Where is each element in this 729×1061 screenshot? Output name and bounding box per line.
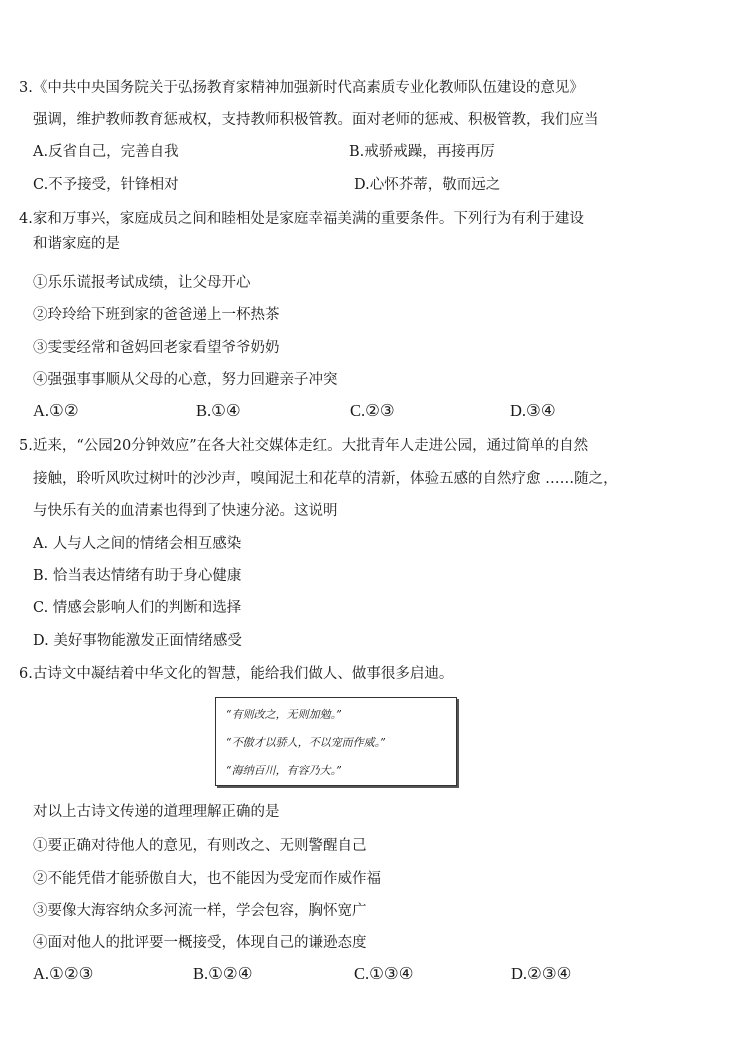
- quote-2: “不傲才以骄人，不以宠而作威。”: [226, 736, 386, 749]
- q6-option-d: D.②③④: [511, 964, 572, 983]
- q4-option-a: A.①②: [33, 401, 79, 420]
- q5-stem-line-2: 接触，聆听风吹过树叶的沙沙声，嗅闻泥土和花草的清新，体验五感的自然疗愈 ……随之，: [33, 471, 618, 487]
- q3-stem-line-1: 3.《中共中央国务院关于弘扬教育家精神加强新时代高素质专业化教师队伍建设的意见》: [19, 80, 584, 96]
- q4-option-c: C.②③: [350, 401, 395, 420]
- q3-option-d: D.心怀芥蒂，敬而远之: [354, 177, 501, 193]
- quote-1: “有则改之，无则加勉。”: [226, 708, 342, 721]
- q6-question-stem: 对以上古诗文传递的道理理解正确的是: [33, 804, 280, 820]
- q4-option-d: D.③④: [510, 401, 556, 420]
- q3-option-b: B.戒骄戒躁，再接再厉: [349, 144, 495, 160]
- q5-option-b: B. 恰当表达情绪有助于身心健康: [33, 568, 242, 584]
- q4-option-b: B.①④: [196, 401, 241, 420]
- q6-stem-line-1: 6.古诗文中凝结着中华文化的智慧，能给我们做人、做事很多启迪。: [19, 666, 454, 682]
- q6-option-c: C.①③④: [354, 964, 414, 983]
- q4-item-4: ④强强事事顺从父母的心意，努力回避亲子冲突: [33, 372, 338, 388]
- q4-item-1: ①乐乐谎报考试成绩，让父母开心: [33, 275, 251, 291]
- q3-option-c: C.不予接受，针锋相对: [33, 177, 179, 193]
- q6-option-a: A.①②③: [33, 964, 94, 983]
- q5-stem-line-3: 与快乐有关的血清素也得到了快速分泌。这说明: [33, 503, 338, 519]
- q4-item-2: ②玲玲给下班到家的爸爸递上一杯热茶: [33, 307, 280, 323]
- q4-stem-line-1: 4.家和万事兴，家庭成员之间和睦相处是家庭幸福美满的重要条件。下列行为有利于建设: [19, 211, 584, 227]
- q6-option-b: B.①②④: [193, 964, 253, 983]
- q3-option-a: A.反省自己，完善自我: [33, 144, 179, 160]
- q4-stem-line-2: 和谐家庭的是: [33, 236, 120, 252]
- q6-item-3: ③要像大海容纳众多河流一样，学会包容，胸怀宽广: [33, 903, 367, 919]
- q5-option-c: C. 情感会影响人们的判断和选择: [33, 600, 242, 616]
- quote-3: “海纳百川，有容乃大。”: [226, 764, 342, 777]
- q6-item-1: ①要正确对待他人的意见，有则改之、无则警醒自己: [33, 838, 367, 854]
- q4-item-3: ③雯雯经常和爸妈回老家看望爷爷奶奶: [33, 340, 280, 356]
- q5-option-a: A. 人与人之间的情绪会相互感染: [33, 536, 242, 552]
- q5-option-d: D. 美好事物能激发正面情绪感受: [33, 633, 242, 649]
- q5-stem-line-1: 5.近来，“公园20分钟效应”在各大社交媒体走红。大批青年人走进公园，通过简单的自然: [19, 438, 589, 454]
- quote-box: [215, 697, 457, 786]
- q6-item-2: ②不能凭借才能骄傲自大，也不能因为受宠而作威作福: [33, 871, 381, 887]
- q3-stem-line-2: 强调，维护教师教育惩戒权，支持教师积极管教。面对老师的惩戒、积极管教，我们应当: [33, 112, 599, 128]
- q6-item-4: ④面对他人的批评要一概接受，体现自己的谦逊态度: [33, 935, 367, 951]
